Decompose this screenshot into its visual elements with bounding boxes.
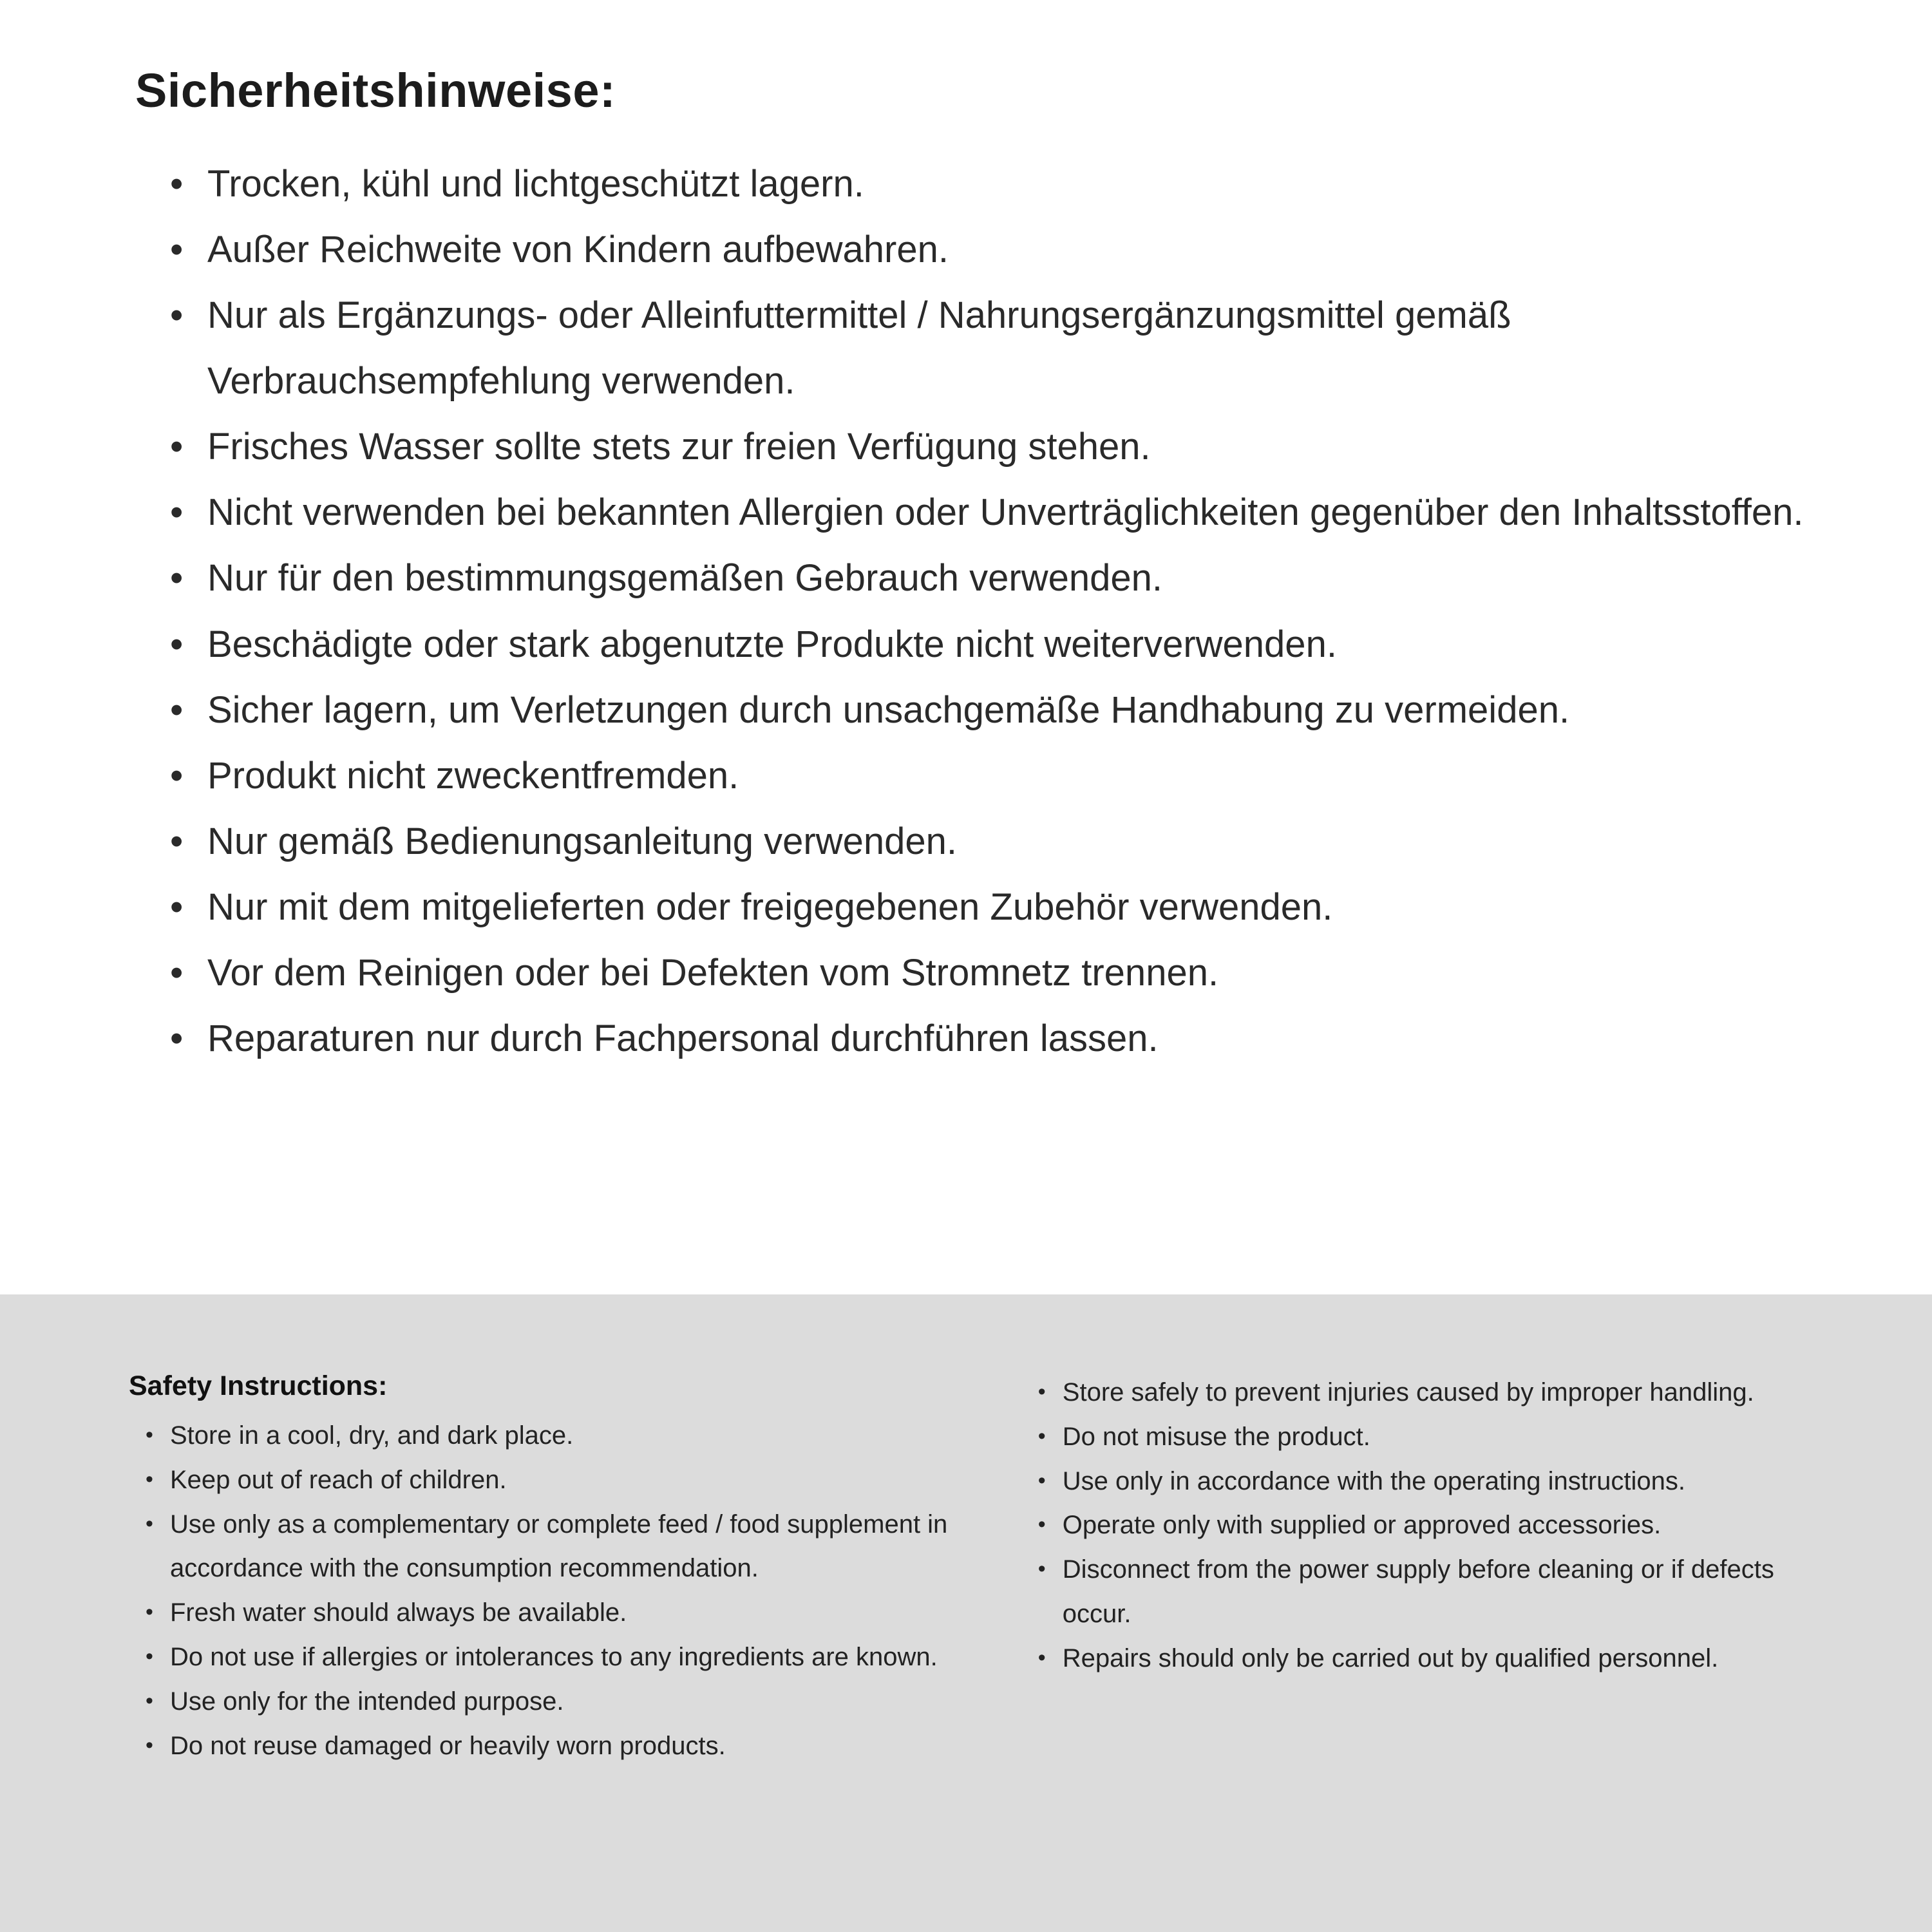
english-section <box>0 1294 1932 1932</box>
german-heading: Sicherheitshinweise: <box>135 64 616 117</box>
english-left-bullet-list <box>129 1414 960 1768</box>
list-item: • Trocken, kühl und lichtgeschützt lagern. <box>167 151 1829 217</box>
list-item: • Fresh water should always be available. <box>144 1591 960 1635</box>
list-item: • Do not use if allergies or intolerances to any ingredients are known. <box>144 1635 960 1680</box>
list-item: • Frisches Wasser sollte stets zur freien Verfügung stehen. <box>167 414 1829 480</box>
list-item: • Store in a cool, dry, and dark place. <box>144 1414 960 1458</box>
list-item: • Use only in accordance with the operating instructions. <box>1037 1459 1835 1504</box>
english-right-column <box>1037 1370 1835 1932</box>
list-item: • Nur für den bestimmungsgemäßen Gebrauch verwenden. <box>167 545 1829 611</box>
list-item: • Außer Reichweite von Kindern aufbewahren. <box>167 217 1829 283</box>
list-item: • Beschädigte oder stark abgenutzte Produkte nicht weiterverwenden. <box>167 612 1829 677</box>
english-right-bullet-list <box>1037 1370 1835 1681</box>
list-item: • Nicht verwenden bei bekannten Allergien oder Unverträglichkeiten gegenüber den Inhaltsstoffen. <box>167 480 1829 545</box>
list-item: • Use only as a complementary or complete feed / food supplement in accordance with the consumption recommendation. <box>144 1502 960 1591</box>
list-item: • Keep out of reach of children. <box>144 1458 960 1502</box>
list-item: • Nur mit dem mitgelieferten oder freigegebenen Zubehör verwenden. <box>167 875 1829 940</box>
list-item: • Vor dem Reinigen oder bei Defekten vom Stromnetz trennen. <box>167 940 1829 1006</box>
list-item: • Reparaturen nur durch Fachpersonal durchführen lassen. <box>167 1006 1829 1072</box>
german-bullet-list <box>135 151 1829 1072</box>
list-item: • Repairs should only be carried out by qualified personnel. <box>1037 1636 1835 1681</box>
list-item: • Use only for the intended purpose. <box>144 1680 960 1724</box>
list-item: • Produkt nicht zweckentfremden. <box>167 743 1829 809</box>
list-item: • Sicher lagern, um Verletzungen durch unsachgemäße Handhabung zu vermeiden. <box>167 677 1829 743</box>
english-left-column <box>129 1370 960 1932</box>
list-item: • Do not misuse the product. <box>1037 1415 1835 1459</box>
list-item: • Operate only with supplied or approved accessories. <box>1037 1503 1835 1548</box>
list-item: • Disconnect from the power supply before cleaning or if defects occur. <box>1037 1548 1835 1636</box>
list-item: • Do not reuse damaged or heavily worn products. <box>144 1724 960 1768</box>
list-item: • Nur als Ergänzungs- oder Alleinfuttermittel / Nahrungsergänzungsmittel gemäß Verbrauchsempfehlung verwenden. <box>167 283 1829 414</box>
list-item: • Store safely to prevent injuries caused by improper handling. <box>1037 1370 1835 1415</box>
list-item: • Nur gemäß Bedienungsanleitung verwenden. <box>167 809 1829 875</box>
english-heading: Safety Instructions: <box>129 1370 388 1401</box>
